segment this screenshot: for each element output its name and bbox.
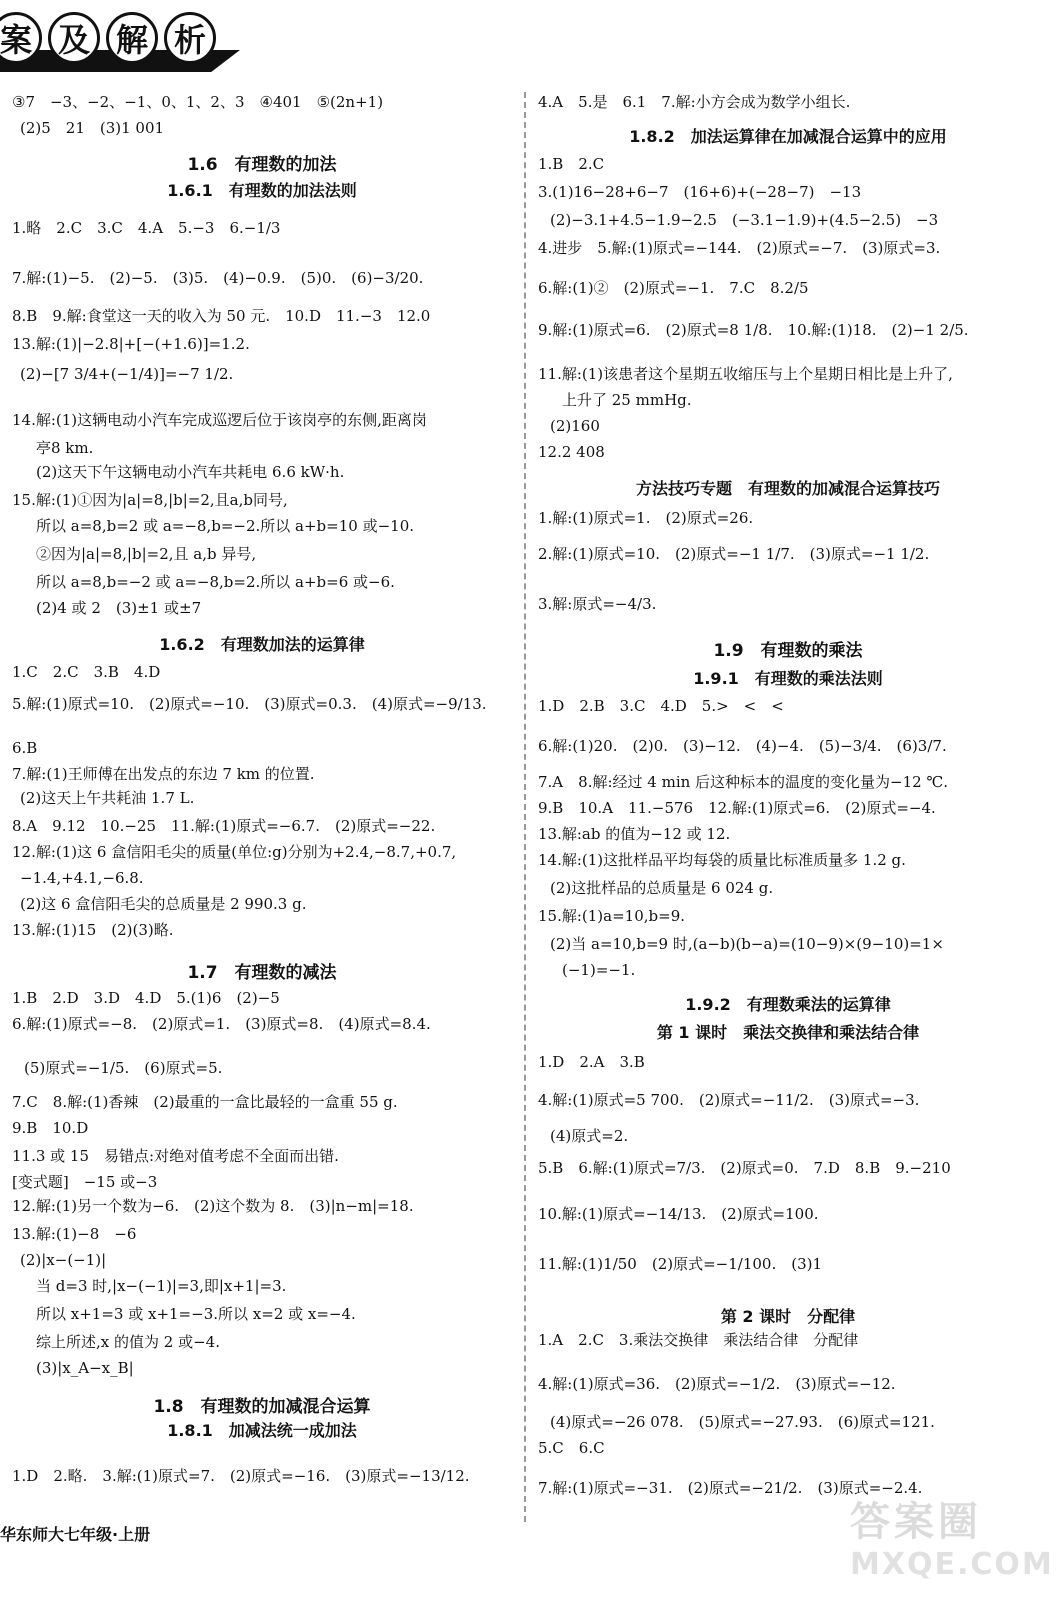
answer-line: 5.C 6.C [538,1439,605,1457]
answer-line: 5.B 6.解:(1)原式=7/3. (2)原式=0. 7.D 8.B 9.−210 [538,1159,951,1177]
answer-line: 1.略 2.C 3.C 4.A 5.−3 6.−1/3 [12,219,281,237]
answer-line: 12.解:(1)这 6 盒信阳毛尖的质量(单位:g)分别为+2.4,−8.7,+0.7, [12,843,457,861]
answer-line: 13.解:(1)15 (2)(3)略. [12,921,174,939]
answer-line: 6.解:(1)② (2)原式=−1. 7.C 8.2/5 [538,279,809,297]
answer-line: ③7 −3、−2、−1、0、1、2、3 ④401 ⑤(2n+1) [12,93,384,111]
answer-line: 11.解:(1)该患者这个星期五收缩压与上个星期日相比是上升了, [538,365,953,383]
answer-line: 9.B 10.D [12,1119,89,1137]
watermark-bottom: MXQE.COM [850,1547,1054,1582]
answer-line: (2)−3.1+4.5−1.9−2.5 (−3.1−1.9)+(4.5−2.5) −3 [550,211,939,229]
answer-line: 6.解:(1)20. (2)0. (3)−12. (4)−4. (5)−3/4. (6)3/7. [538,737,947,755]
section-heading: 1.8.1 加减法统一成加法 [167,1421,357,1440]
section-heading: 第 1 课时 乘法交换律和乘法结合律 [656,1023,920,1042]
answer-line: 9.B 10.A 11.−576 12.解:(1)原式=6. (2)原式=−4. [538,799,936,817]
answer-line: 14.解:(1)这辆电动小汽车完成巡逻后位于该岗亭的东侧,距离岗 [12,411,427,429]
header-char: 析 [164,12,216,64]
section-heading: 1.8.2 加法运算律在加减混合运算中的应用 [629,127,947,146]
watermark-top: 答案圈 [850,1499,982,1545]
header-char: 案 [0,12,42,64]
page-header [0,0,250,80]
answer-line: 8.A 9.12 10.−25 11.解:(1)原式=−6.7. (2)原式=−22. [12,817,436,835]
answer-line: 11.解:(1)1/50 (2)原式=−1/100. (3)1 [538,1255,823,1273]
answer-line: (3)|x_A−x_B| [36,1359,134,1377]
watermark [850,1490,1054,1590]
answer-line: 12.2 408 [538,443,605,461]
answer-line: 14.解:(1)这批样品平均每袋的质量比标准质量多 1.2 g. [538,851,906,869]
answer-line: 1.B 2.C [538,155,605,173]
answer-line: 15.解:(1)a=10,b=9. [538,907,686,925]
header-char: 及 [48,12,100,64]
answer-line: 1.解:(1)原式=1. (2)原式=26. [538,509,754,527]
answer-line: −1.4,+4.1,−6.8. [20,869,144,887]
answer-line: (2)−[7 3/4+(−1/4)]=−7 1/2. [20,365,234,383]
answer-line: 所以 a=8,b=2 或 a=−8,b=−2.所以 a+b=10 或−10. [36,517,415,535]
answer-line: 4.解:(1)原式=36. (2)原式=−1/2. (3)原式=−12. [538,1375,896,1393]
section-heading: 1.9 有理数的乘法 [713,641,863,661]
answer-line: (2)这批样品的总质量是 6 024 g. [550,879,774,897]
answer-line: (2)4 或 2 (3)±1 或±7 [36,599,202,617]
answer-line: 2.解:(1)原式=10. (2)原式=−1 1/7. (3)原式=−1 1/2. [538,545,930,563]
answer-line: 15.解:(1)①因为|a|=8,|b|=2,且a,b同号, [12,491,288,509]
answer-line: 10.解:(1)原式=−14/13. (2)原式=100. [538,1205,819,1223]
answer-line: 综上所述,x 的值为 2 或−4. [36,1333,220,1351]
header-char: 解 [106,12,158,64]
answer-line: 所以 a=8,b=−2 或 a=−8,b=2.所以 a+b=6 或−6. [36,573,395,591]
answer-line: 13.解:(1)−8 −6 [12,1225,137,1243]
answer-line: 7.解:(1)原式=−31. (2)原式=−21/2. (3)原式=−2.4. [538,1479,923,1497]
answer-line: (2)5 21 (3)1 001 [20,119,165,137]
answer-line: 4.解:(1)原式=5 700. (2)原式=−11/2. (3)原式=−3. [538,1091,920,1109]
answer-line: (2)这天上午共耗油 1.7 L. [20,789,195,807]
answer-line: 13.解:(1)|−2.8|+[−(+1.6)]=1.2. [12,335,250,353]
answer-line: (4)原式=2. [550,1127,629,1145]
section-heading: 1.8 有理数的加减混合运算 [153,1397,371,1417]
answer-line: 7.解:(1)−5. (2)−5. (3)5. (4)−0.9. (5)0. (6)−3/20. [12,269,424,287]
answer-line: 7.A 8.解:经过 4 min 后这种标本的温度的变化量为−12 ℃. [538,773,949,791]
answer-line: (5)原式=−1/5. (6)原式=5. [24,1059,223,1077]
section-heading: 1.9.2 有理数乘法的运算律 [685,995,891,1014]
page-footer: 华东师大七年级·上册 [0,1525,151,1544]
answer-line: 亭8 km. [36,439,94,457]
column-divider [524,92,526,1522]
answer-line: (−1)=−1. [562,961,636,979]
answer-line: 1.D 2.略. 3.解:(1)原式=7. (2)原式=−16. (3)原式=−13/12. [12,1467,470,1485]
answer-line: 7.C 8.解:(1)香辣 (2)最重的一盒比最轻的一盒重 55 g. [12,1093,398,1111]
answer-line: 6.B [12,739,38,757]
answer-line: 5.解:(1)原式=10. (2)原式=−10. (3)原式=0.3. (4)原式=−9/13. [12,695,487,713]
section-heading: 1.7 有理数的减法 [187,963,337,983]
answer-line: 12.解:(1)另一个数为−6. (2)这个数为 8. (3)|n−m|=18. [12,1197,414,1215]
answer-line: [变式题] −15 或−3 [12,1173,158,1191]
answer-line: 1.D 2.B 3.C 4.D 5.> < < [538,697,784,715]
section-heading: 第 2 课时 分配律 [720,1307,856,1326]
answer-line: 3.解:原式=−4/3. [538,595,657,613]
answer-line: 当 d=3 时,|x−(−1)|=3,即|x+1|=3. [36,1277,287,1295]
section-heading: 1.6 有理数的加法 [187,155,337,175]
answer-line: 3.(1)16−28+6−7 (16+6)+(−28−7) −13 [538,183,862,201]
answer-line: 6.解:(1)原式=−8. (2)原式=1. (3)原式=8. (4)原式=8.4. [12,1015,431,1033]
answer-line: 9.解:(1)原式=6. (2)原式=8 1/8. 10.解:(1)18. (2)−1 2/5. [538,321,969,339]
answer-line: 所以 x+1=3 或 x+1=−3.所以 x=2 或 x=−4. [36,1305,356,1323]
section-heading: 1.9.1 有理数的乘法法则 [693,669,883,688]
answer-line: (2)这天下午这辆电动小汽车共耗电 6.6 kW·h. [36,463,345,481]
answer-line: 4.进步 5.解:(1)原式=−144. (2)原式=−7. (3)原式=3. [538,239,941,257]
header-title [0,12,216,64]
answer-line: 11.3 或 15 易错点:对绝对值考虑不全面而出错. [12,1147,339,1165]
answer-line: 1.B 2.D 3.D 4.D 5.(1)6 (2)−5 [12,989,280,1007]
answer-line: 13.解:ab 的值为−12 或 12. [538,825,731,843]
section-heading: 1.6.1 有理数的加法法则 [167,181,357,200]
section-heading: 方法技巧专题 有理数的加减混合运算技巧 [635,479,940,498]
answer-line: 1.C 2.C 3.B 4.D [12,663,161,681]
answer-line: (2)这 6 盒信阳毛尖的总质量是 2 990.3 g. [20,895,307,913]
answer-line: 7.解:(1)王师傅在出发点的东边 7 km 的位置. [12,765,315,783]
answer-line: 1.D 2.A 3.B [538,1053,645,1071]
answer-line: ②因为|a|=8,|b|=2,且 a,b 异号, [36,545,257,563]
answer-line: (2)当 a=10,b=9 时,(a−b)(b−a)=(10−9)×(9−10)=1× [550,935,944,953]
answer-line: 上升了 25 mmHg. [562,391,692,409]
answer-line: (2)|x−(−1)| [20,1251,107,1269]
answer-line: 8.B 9.解:食堂这一天的收入为 50 元. 10.D 11.−3 12.0 [12,307,431,325]
answer-line: (2)160 [550,417,600,435]
section-heading: 1.6.2 有理数加法的运算律 [159,635,365,654]
answer-line: 1.A 2.C 3.乘法交换律 乘法结合律 分配律 [538,1331,859,1349]
answer-line: (4)原式=−26 078. (5)原式=−27.93. (6)原式=121. [550,1413,935,1431]
answer-line: 4.A 5.是 6.1 7.解:小方会成为数学小组长. [538,93,851,111]
